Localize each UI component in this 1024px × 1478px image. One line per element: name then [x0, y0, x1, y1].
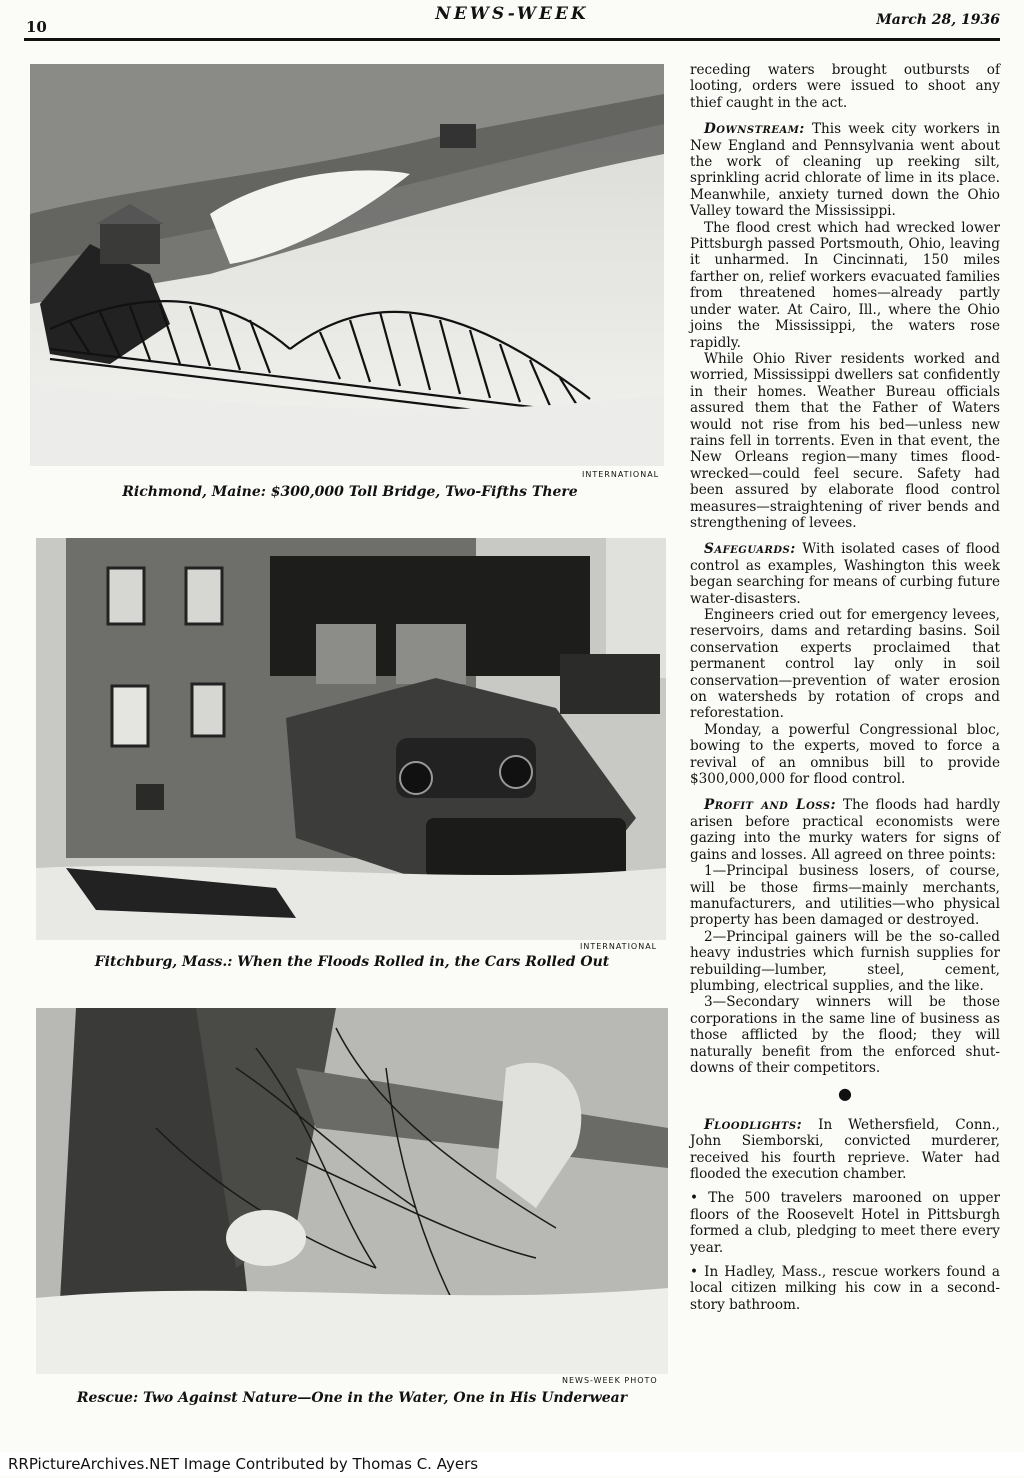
article-point: 1—Principal business losers, of course, will be those firms—mainly merchants, manufacturers, and utilities—who physical property has been damaged or destroyed.: [690, 863, 1000, 929]
floodlights-bullet: • The 500 travelers marooned on upper floors of the Roosevelt Hotel in Pittsburgh formed a club, pledging to meet there every year.: [690, 1190, 1000, 1256]
page-number: 10: [26, 18, 47, 36]
photo-toll-bridge: [30, 64, 664, 466]
section-lead-floodlights: Floodlights:: [704, 1116, 803, 1133]
article-paragraph: While Ohio River residents worked and worried, Mississippi dwellers sat confidently in their homes. Weather Bureau officials assured them that the Father of Waters would not rise from his bed—unless new rains fell in torrents. Even in that event, the New Orleans region—many times flood-wrecked—could feel secure. Safety had been assured by elaborate flood control measures—straightening of river bends and strengthening of levees.: [690, 350, 1000, 531]
article-paragraph: Monday, a powerful Congressional bloc, bowing to the experts, moved to force a revival of an omnibus bill to provide $300,000,000 for flood control.: [690, 721, 1000, 788]
section-lead-safeguards: Safeguards:: [704, 541, 796, 558]
article-point: 3—Secondary winners will be those corporations in the same line of business as those afflicted by the flood; they will naturally benefit from the enforced shut-downs of their competitors.: [690, 994, 1000, 1076]
masthead: NEWS-WEEK: [435, 4, 589, 24]
section-lead-downstream: Downstream:: [704, 121, 805, 138]
photo-rescue: [36, 1008, 668, 1374]
photo-caption-2: Fitchburg, Mass.: When the Floods Rolled in, the Cars Rolled Out: [94, 954, 610, 970]
safeguards-paragraph: [690, 541, 1000, 607]
floodlights-bullet: • In Hadley, Mass., rescue workers found a local citizen milking his cow in a second-story bathroom.: [690, 1264, 1000, 1313]
issue-date: March 28, 1936: [876, 12, 1000, 28]
section-separator: ●: [838, 1084, 852, 1104]
safeguards-text: With isolated cases of flood control as examples, Washington this week began searching for means of curbing future water-disasters.: [690, 541, 1000, 607]
photo-credit-3: NEWS-WEEK PHOTO: [562, 1376, 658, 1385]
footer-attribution: RRPictureArchives.NET Image Contributed by Thomas C. Ayers: [0, 1452, 1024, 1476]
floodlights-text: In Wethersfield, Conn., John Siemborski, convicted murderer, received his fourth reprieve. Water had flooded the execution chamber.: [690, 1116, 1000, 1182]
photo-caption-1: Richmond, Maine: $300,000 Toll Bridge, Two-Fifths There: [122, 484, 578, 500]
photo-caption-3: Rescue: Two Against Nature—One in the Water, One in His Underwear: [76, 1390, 628, 1406]
photo-credit-2: INTERNATIONAL: [580, 942, 658, 951]
profit-paragraph: [690, 797, 1000, 863]
article-column: [690, 62, 1000, 1321]
header-rule: [24, 38, 1000, 41]
article-paragraph: Engineers cried out for emergency levees, reservoirs, dams and retarding basins. Soil conservation experts proclaimed that permanent control lay only in soil conservation—prevention of water erosion on watersheds by rotation of crops and reforestation.: [690, 607, 1000, 722]
article-paragraph: The flood crest which had wrecked lower Pittsburgh passed Portsmouth, Ohio, leaving it unharmed. In Cincinnati, 150 miles farther on, relief workers evacuated families from threatened homes—already partly under water. At Cairo, Ill., where the Ohio joins the Mississippi, the waters rose rapidly.: [690, 219, 1000, 351]
profit-text: The floods had hardly arisen before practical economists were gazing into the murky waters for signs of gains and losses. All agreed on three points:: [690, 797, 1000, 863]
downstream-paragraph: [690, 121, 1000, 219]
downstream-text: This week city workers in New England and Pennsylvania went about the work of cleaning up reeking silt, sprinkling acrid chlorate of lime in its place. Meanwhile, anxiety turned down the Ohio Valley toward the Mississippi.: [690, 121, 1000, 220]
article-paragraph: receding waters brought outbursts of looting, orders were issued to shoot any thief caught in the act.: [690, 62, 1000, 111]
photo-credit-1: INTERNATIONAL: [582, 470, 660, 479]
section-lead-profit: Profit and Loss:: [704, 797, 837, 814]
photo-fitchburg: [36, 538, 666, 940]
article-point: 2—Principal gainers will be the so-called heavy industries which furnish supplies for rebuilding—lumber, steel, cement, plumbing, electrical supplies, and the like.: [690, 928, 1000, 994]
floodlights-paragraph: [690, 1117, 1000, 1183]
